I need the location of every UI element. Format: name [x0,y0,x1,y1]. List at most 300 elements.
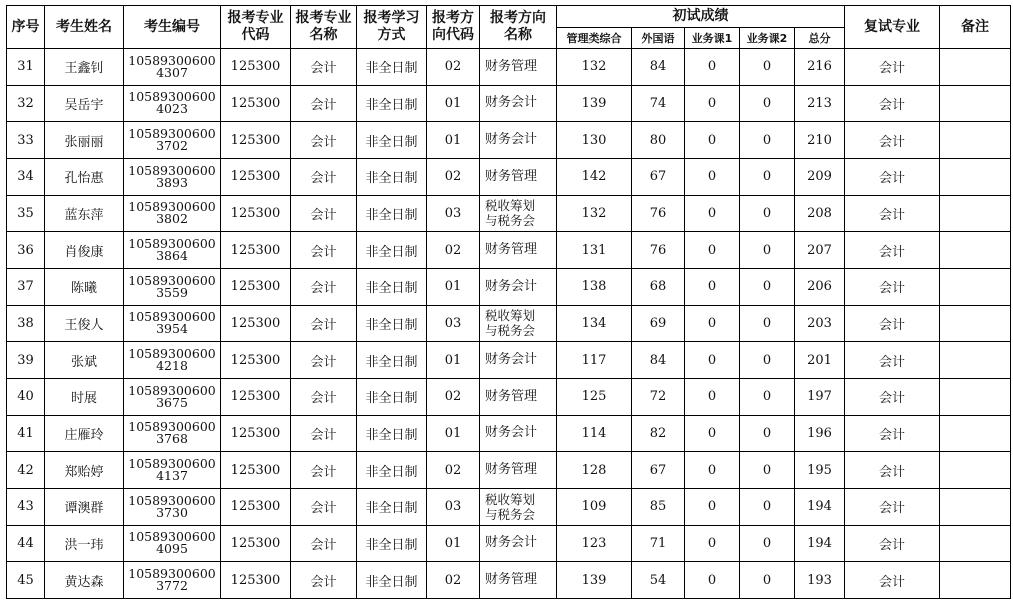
header-prelim-scores: 初试成绩 [557,6,845,28]
cell-name: 孔怡惠 [45,158,124,195]
cell-direction-name-line: 税收筹划 [485,198,536,214]
cell-direction-name-line: 财务管理 [485,572,538,588]
cell-mgmt-score: 123 [557,525,632,562]
cell-course2-score: 0 [740,488,795,525]
cell-seq: 43 [7,488,45,525]
cell-major-code: 125300 [221,488,291,525]
cell-name: 肖俊康 [45,232,124,269]
cell-id [124,562,221,599]
cell-direction-code: 01 [427,122,480,159]
cell-course1-score: 0 [685,122,740,159]
cell-direction-code: 01 [427,415,480,452]
cell-mgmt-score: 132 [557,49,632,86]
cell-id-line: 3730 [156,504,188,519]
cell-language-score: 80 [632,122,685,159]
cell-major-code: 125300 [221,195,291,232]
cell-major-name: 会计 [291,378,357,415]
cell-direction-name [480,232,557,269]
cell-id-line: 10589300600 [128,421,216,435]
cell-seq: 44 [7,525,45,562]
cell-course1-score: 0 [685,562,740,599]
cell-study-mode: 非全日制 [357,525,427,562]
cell-id-line: 3893 [156,174,188,189]
header-seq: 序号 [7,6,45,49]
cell-direction-name-line: 财务管理 [485,58,538,74]
table-row [7,305,1011,342]
cell-total-score: 193 [795,562,845,599]
cell-direction-name-line: 与税务会 [485,323,536,339]
cell-course1-score: 0 [685,268,740,305]
cell-retest-major: 会计 [845,158,940,195]
cell-direction-name [480,525,557,562]
cell-remarks [940,415,1011,452]
cell-language-score: 54 [632,562,685,599]
cell-major-code: 125300 [221,525,291,562]
cell-direction-name [480,85,557,122]
cell-seq: 34 [7,158,45,195]
cell-direction-code: 03 [427,195,480,232]
cell-major-name: 会计 [291,452,357,489]
cell-direction-code: 02 [427,452,480,489]
cell-id [124,525,221,562]
cell-id [124,305,221,342]
cell-total-score: 208 [795,195,845,232]
cell-direction-name-line: 与税务会 [485,506,536,522]
cell-id-line: 10589300600 [128,201,216,215]
cell-mgmt-score: 138 [557,268,632,305]
cell-direction-name [480,49,557,86]
cell-major-name: 会计 [291,195,357,232]
cell-id-line: 10589300600 [128,91,216,105]
cell-remarks [940,49,1011,86]
cell-course2-score: 0 [740,452,795,489]
header-name: 考生姓名 [45,6,124,49]
cell-seq: 31 [7,49,45,86]
header-retest-major: 复试专业 [845,6,940,49]
cell-total-score: 216 [795,49,845,86]
cell-study-mode: 非全日制 [357,158,427,195]
cell-direction-name [480,562,557,599]
cell-direction-name-line: 财务会计 [485,95,538,111]
cell-retest-major: 会计 [845,305,940,342]
cell-id [124,378,221,415]
cell-total-score: 207 [795,232,845,269]
cell-direction-code: 01 [427,342,480,379]
cell-major-name: 会计 [291,525,357,562]
cell-id [124,415,221,452]
cell-course1-score: 0 [685,195,740,232]
cell-course2-score: 0 [740,85,795,122]
cell-id-line: 10589300600 [128,238,216,252]
table-row [7,195,1011,232]
cell-seq: 36 [7,232,45,269]
cell-mgmt-score: 131 [557,232,632,269]
cell-direction-name [480,268,557,305]
cell-id-line: 4023 [156,101,188,116]
cell-seq: 42 [7,452,45,489]
cell-direction-name [480,195,557,232]
cell-mgmt-score: 132 [557,195,632,232]
cell-language-score: 84 [632,49,685,86]
cell-id-line: 4095 [156,541,188,556]
cell-course1-score: 0 [685,232,740,269]
cell-seq: 33 [7,122,45,159]
cell-mgmt-score: 139 [557,562,632,599]
cell-remarks [940,378,1011,415]
cell-language-score: 67 [632,452,685,489]
cell-major-code: 125300 [221,342,291,379]
table-row [7,268,1011,305]
cell-direction-name-line: 财务会计 [485,278,538,294]
cell-major-code: 125300 [221,378,291,415]
cell-direction-name [480,415,557,452]
cell-study-mode: 非全日制 [357,195,427,232]
cell-direction-code: 02 [427,232,480,269]
cell-direction-code: 02 [427,378,480,415]
cell-direction-name [480,158,557,195]
cell-seq: 45 [7,562,45,599]
cell-retest-major: 会计 [845,488,940,525]
cell-id-line: 3559 [156,284,188,299]
cell-id-line: 3954 [156,321,188,336]
cell-id [124,49,221,86]
cell-direction-name-line: 财务管理 [485,242,538,258]
cell-course2-score: 0 [740,378,795,415]
cell-language-score: 69 [632,305,685,342]
table-row [7,378,1011,415]
table-row [7,158,1011,195]
cell-name: 吴岳宇 [45,85,124,122]
cell-major-code: 125300 [221,268,291,305]
cell-remarks [940,195,1011,232]
cell-direction-name-line: 财务会计 [485,425,538,441]
cell-id-line: 10589300600 [128,348,216,362]
cell-mgmt-score: 125 [557,378,632,415]
cell-remarks [940,525,1011,562]
cell-retest-major: 会计 [845,452,940,489]
table-body [7,49,1011,599]
cell-id-line: 4137 [156,468,188,483]
cell-major-name: 会计 [291,305,357,342]
cell-course2-score: 0 [740,49,795,86]
cell-id [124,342,221,379]
cell-course1-score: 0 [685,378,740,415]
cell-total-score: 206 [795,268,845,305]
cell-name: 蓝东萍 [45,195,124,232]
cell-direction-name-line: 财务会计 [485,535,538,551]
cell-major-code: 125300 [221,232,291,269]
cell-direction-name-line: 财务会计 [485,132,538,148]
cell-language-score: 76 [632,195,685,232]
cell-remarks [940,85,1011,122]
cell-remarks [940,122,1011,159]
cell-study-mode: 非全日制 [357,342,427,379]
header-foreign-language: 外国语 [632,28,685,49]
cell-major-code: 125300 [221,49,291,86]
table-row [7,525,1011,562]
cell-mgmt-score: 114 [557,415,632,452]
cell-seq: 38 [7,305,45,342]
cell-name: 黄达森 [45,562,124,599]
cell-direction-name-line: 财务管理 [485,388,538,404]
cell-seq: 32 [7,85,45,122]
cell-direction-name-line: 与税务会 [485,213,536,229]
cell-course1-score: 0 [685,488,740,525]
cell-retest-major: 会计 [845,232,940,269]
table-row [7,85,1011,122]
cell-major-code: 125300 [221,85,291,122]
cell-course1-score: 0 [685,49,740,86]
cell-course2-score: 0 [740,525,795,562]
cell-major-name: 会计 [291,342,357,379]
cell-direction-name [480,378,557,415]
cell-id [124,488,221,525]
cell-retest-major: 会计 [845,49,940,86]
cell-retest-major: 会计 [845,195,940,232]
cell-major-code: 125300 [221,562,291,599]
cell-course1-score: 0 [685,158,740,195]
cell-retest-major: 会计 [845,562,940,599]
cell-retest-major: 会计 [845,415,940,452]
cell-remarks [940,305,1011,342]
cell-name: 郑贻婷 [45,452,124,489]
cell-course2-score: 0 [740,415,795,452]
cell-direction-name [480,452,557,489]
cell-language-score: 72 [632,378,685,415]
cell-direction-name [480,342,557,379]
cell-major-name: 会计 [291,85,357,122]
cell-study-mode: 非全日制 [357,232,427,269]
cell-total-score: 197 [795,378,845,415]
cell-course1-score: 0 [685,305,740,342]
cell-course2-score: 0 [740,122,795,159]
cell-major-name: 会计 [291,49,357,86]
cell-course1-score: 0 [685,342,740,379]
cell-mgmt-score: 142 [557,158,632,195]
cell-major-code: 125300 [221,305,291,342]
cell-course1-score: 0 [685,415,740,452]
cell-total-score: 213 [795,85,845,122]
header-total: 总分 [795,28,845,49]
cell-name: 王俊人 [45,305,124,342]
cell-language-score: 84 [632,342,685,379]
cell-seq: 41 [7,415,45,452]
cell-id-line: 10589300600 [128,128,216,142]
cell-course2-score: 0 [740,232,795,269]
cell-id-line: 10589300600 [128,164,216,178]
cell-name: 时展 [45,378,124,415]
cell-major-name: 会计 [291,122,357,159]
cell-total-score: 209 [795,158,845,195]
cell-study-mode: 非全日制 [357,452,427,489]
cell-direction-code: 02 [427,49,480,86]
cell-course1-score: 0 [685,525,740,562]
cell-study-mode: 非全日制 [357,85,427,122]
header-course-1: 业务课1 [685,28,740,49]
cell-retest-major: 会计 [845,525,940,562]
cell-course1-score: 0 [685,452,740,489]
cell-study-mode: 非全日制 [357,122,427,159]
cell-remarks [940,232,1011,269]
cell-major-code: 125300 [221,122,291,159]
cell-remarks [940,342,1011,379]
cell-mgmt-score: 109 [557,488,632,525]
cell-name: 张斌 [45,342,124,379]
cell-total-score: 194 [795,525,845,562]
table-row [7,488,1011,525]
cell-total-score: 210 [795,122,845,159]
cell-name: 谭澳群 [45,488,124,525]
cell-name: 庄雁玲 [45,415,124,452]
cell-remarks [940,158,1011,195]
cell-mgmt-score: 128 [557,452,632,489]
cell-total-score: 203 [795,305,845,342]
cell-id-line: 3802 [156,211,188,226]
table-row [7,342,1011,379]
cell-retest-major: 会计 [845,268,940,305]
cell-remarks [940,268,1011,305]
cell-direction-code: 01 [427,525,480,562]
cell-language-score: 68 [632,268,685,305]
cell-direction-code: 01 [427,85,480,122]
cell-retest-major: 会计 [845,378,940,415]
cell-direction-code: 02 [427,158,480,195]
cell-mgmt-score: 117 [557,342,632,379]
table-header [7,6,1011,49]
cell-remarks [940,562,1011,599]
cell-major-name: 会计 [291,488,357,525]
cell-seq: 39 [7,342,45,379]
cell-id [124,158,221,195]
cell-major-name: 会计 [291,232,357,269]
cell-direction-code: 02 [427,562,480,599]
table-row [7,415,1011,452]
cell-direction-name [480,305,557,342]
cell-total-score: 201 [795,342,845,379]
cell-major-code: 125300 [221,415,291,452]
header-major-code: 报考专业 代码 [221,6,291,49]
cell-major-name: 会计 [291,158,357,195]
table-row [7,122,1011,159]
cell-direction-code: 01 [427,268,480,305]
cell-id-line: 10589300600 [128,274,216,288]
cell-study-mode: 非全日制 [357,268,427,305]
cell-major-name: 会计 [291,415,357,452]
cell-direction-name-line: 税收筹划 [485,308,536,324]
cell-retest-major: 会计 [845,122,940,159]
cell-id-line: 10589300600 [128,311,216,325]
cell-seq: 35 [7,195,45,232]
header-course-2: 业务课2 [740,28,795,49]
header-study-mode: 报考学习 方式 [357,6,427,49]
cell-id-line: 3702 [156,138,188,153]
cell-id-line: 10589300600 [128,531,216,545]
cell-id-line: 3772 [156,578,188,593]
cell-name: 张丽丽 [45,122,124,159]
cell-language-score: 76 [632,232,685,269]
cell-id-line: 4307 [156,64,188,79]
table-row [7,49,1011,86]
cell-major-code: 125300 [221,452,291,489]
cell-id-line: 3768 [156,431,188,446]
table-row [7,452,1011,489]
cell-name: 王鑫钊 [45,49,124,86]
cell-direction-name [480,122,557,159]
cell-language-score: 82 [632,415,685,452]
admission-scores-table [6,5,1011,599]
header-id: 考生编号 [124,6,221,49]
table-row [7,232,1011,269]
cell-mgmt-score: 139 [557,85,632,122]
cell-major-name: 会计 [291,268,357,305]
cell-direction-code: 03 [427,488,480,525]
cell-study-mode: 非全日制 [357,415,427,452]
cell-direction-name [480,488,557,525]
cell-id [124,232,221,269]
cell-course2-score: 0 [740,195,795,232]
cell-retest-major: 会计 [845,85,940,122]
cell-total-score: 194 [795,488,845,525]
cell-direction-name-line: 财务会计 [485,352,538,368]
cell-study-mode: 非全日制 [357,305,427,342]
header-mgmt-comprehensive: 管理类综合 [557,28,632,49]
header-direction-code: 报考方 向代码 [427,6,480,49]
cell-seq: 40 [7,378,45,415]
cell-language-score: 67 [632,158,685,195]
cell-study-mode: 非全日制 [357,378,427,415]
cell-course2-score: 0 [740,268,795,305]
header-remarks: 备注 [940,6,1011,49]
cell-retest-major: 会计 [845,342,940,379]
header-major-name: 报考专业 名称 [291,6,357,49]
cell-id [124,195,221,232]
cell-seq: 37 [7,268,45,305]
cell-course2-score: 0 [740,158,795,195]
table-row [7,562,1011,599]
cell-id [124,268,221,305]
cell-major-name: 会计 [291,562,357,599]
cell-id-line: 3864 [156,248,188,263]
cell-direction-name-line: 财务管理 [485,168,538,184]
cell-total-score: 195 [795,452,845,489]
cell-id-line: 10589300600 [128,54,216,68]
cell-name: 洪一玮 [45,525,124,562]
header-direction-name: 报考方向 名称 [480,6,557,49]
cell-mgmt-score: 134 [557,305,632,342]
cell-major-code: 125300 [221,158,291,195]
cell-id [124,452,221,489]
cell-id-line: 3675 [156,394,188,409]
cell-course2-score: 0 [740,562,795,599]
cell-language-score: 74 [632,85,685,122]
cell-remarks [940,488,1011,525]
cell-direction-code: 03 [427,305,480,342]
cell-id-line: 10589300600 [128,458,216,472]
cell-direction-name-line: 财务管理 [485,462,538,478]
cell-id-line: 10589300600 [128,494,216,508]
cell-id-line: 4218 [156,358,188,373]
cell-mgmt-score: 130 [557,122,632,159]
cell-language-score: 85 [632,488,685,525]
cell-language-score: 71 [632,525,685,562]
cell-id-line: 10589300600 [128,568,216,582]
cell-remarks [940,452,1011,489]
cell-id [124,85,221,122]
cell-study-mode: 非全日制 [357,49,427,86]
cell-total-score: 196 [795,415,845,452]
cell-course2-score: 0 [740,305,795,342]
cell-study-mode: 非全日制 [357,562,427,599]
